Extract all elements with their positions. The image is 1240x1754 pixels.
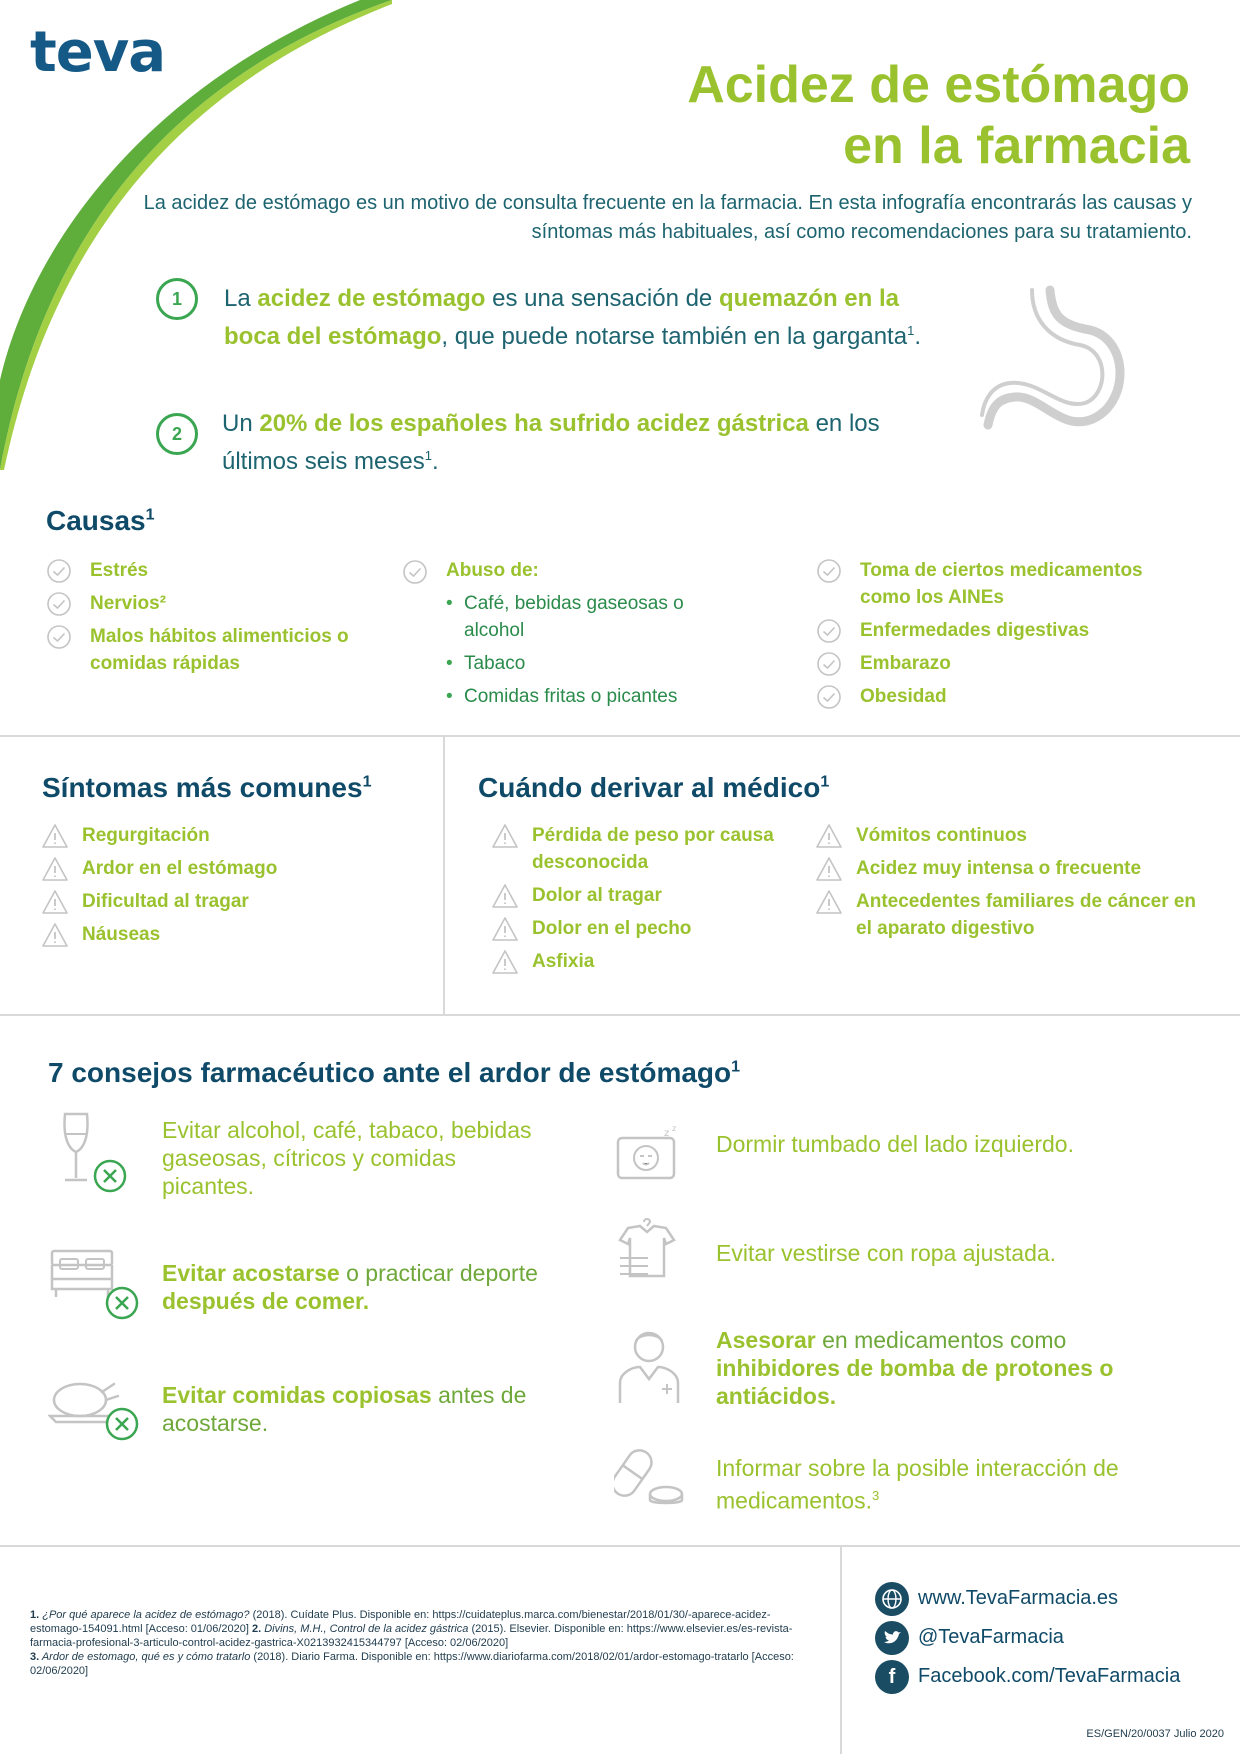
list-item: Dolor en el pecho: [492, 915, 792, 942]
causas-list-3: [816, 557, 1196, 716]
check-circle-icon: [816, 558, 842, 584]
list-item: • Tabaco: [446, 650, 736, 677]
warning-icon: [816, 823, 842, 849]
teva-logo: teva: [30, 20, 166, 85]
list-item: Antecedentes familiares de cáncer en el aparato digestivo: [816, 888, 1216, 942]
list-item: Ardor en el estómago: [42, 855, 422, 882]
pills-icon: [614, 1440, 686, 1510]
warning-icon: [42, 856, 68, 882]
facebook-icon: f: [875, 1660, 909, 1694]
derivar-list-1: [492, 822, 792, 981]
check-circle-icon: [816, 618, 842, 644]
warning-icon: [492, 883, 518, 909]
list-item: • Comidas fritas o picantes: [446, 683, 736, 710]
check-circle-icon: [402, 559, 428, 585]
list-item: Dificultad al tragar: [42, 888, 422, 915]
list-item: Nervios²: [46, 590, 366, 617]
divider: [443, 736, 445, 1014]
tip-7: Informar sobre la posible interacción de medicamentos.$^3$: [716, 1455, 1119, 1514]
website-link[interactable]: www.TevaFarmacia.es: [918, 1587, 1119, 1609]
causas-heading: Causas$^1$: [46, 505, 155, 536]
fact-2-text: Un 20% de los españoles ha sufrido acidez gástrica en los últimos seis meses$^1$.: [222, 410, 880, 475]
facebook-link[interactable]: Facebook.com/TevaFarmacia: [918, 1665, 1181, 1687]
sintomas-heading: Síntomas más comunes$^1$: [42, 772, 372, 803]
tip-6: Asesorar en medicamentos como inhibidores de bomba de protones o antiácidos.: [716, 1327, 1114, 1409]
causas-list-1: [46, 557, 366, 683]
fact-number-1: 1: [156, 278, 198, 320]
list-item: Toma de ciertos medicamentos como los AINEs: [816, 557, 1196, 611]
list-item: Obesidad: [816, 683, 1196, 710]
warning-icon: [816, 856, 842, 882]
roast-chicken-icon: [48, 1370, 144, 1450]
tip-3: Evitar comidas copiosas antes de acostarse.: [162, 1382, 527, 1436]
divider: [0, 1545, 1240, 1547]
fact-number-2: 2: [156, 413, 198, 455]
divider: [0, 1014, 1240, 1016]
tip-5: Evitar vestirse con ropa ajustada.: [716, 1240, 1057, 1266]
check-circle-icon: [816, 651, 842, 677]
tip-2: Evitar acostarse o practicar deporte después de comer.: [162, 1260, 538, 1314]
list-item: • Café, bebidas gaseosas o alcohol: [446, 590, 736, 644]
globe-icon: [875, 1582, 909, 1616]
check-circle-icon: [46, 624, 72, 650]
warning-icon: [42, 823, 68, 849]
tip-4: Dormir tumbado del lado izquierdo.: [716, 1131, 1074, 1157]
wine-glass-icon: [55, 1112, 145, 1194]
check-circle-icon: [46, 558, 72, 584]
derivar-list-2: [816, 822, 1216, 948]
divider: [840, 1546, 842, 1754]
warning-icon: [492, 823, 518, 849]
list-item: Enfermedades digestivas: [816, 617, 1196, 644]
warning-icon: [492, 916, 518, 942]
list-item: Náuseas: [42, 921, 422, 948]
consejos-heading: 7 consejos farmacéutico ante el ardor de estómago$^1$: [48, 1057, 741, 1088]
sleeping-face-icon: [614, 1124, 684, 1186]
divider: [0, 735, 1240, 737]
warning-icon: [492, 949, 518, 975]
twitter-link[interactable]: @TevaFarmacia: [918, 1626, 1064, 1648]
fact-1-text: La acidez de estómago es una sensación de quemazón en la boca del estómago, que puede notarse también en la garganta$^1$.: [224, 285, 921, 350]
list-item: Acidez muy intensa o frecuente: [816, 855, 1216, 882]
warning-icon: [42, 889, 68, 915]
stomach-icon: [980, 285, 1140, 440]
list-item: Malos hábitos alimenticios o comidas rápidas: [46, 623, 366, 677]
twitter-icon: [875, 1621, 909, 1655]
list-item: Estrés: [46, 557, 366, 584]
pharmacist-icon: [614, 1325, 684, 1405]
check-circle-icon: [46, 591, 72, 617]
tip-1: Evitar alcohol, café, tabaco, bebidas gaseosas, cítricos y comidas picantes.: [162, 1117, 532, 1199]
list-item: Embarazo: [816, 650, 1196, 677]
list-item: Pérdida de peso por causa desconocida: [492, 822, 792, 876]
references: 1. ¿Por qué aparece la acidez de estómago? (2018). Cuídate Plus. Disponible en: https://cuidateplus.marca.com/bienestar/2018/01/30/-aparece-acidez-estomago-154091.html [Acceso: 01/06/2020] 2. Divins, M.H., Control de la acidez gástrica (2015). Elsevier. Disponible en: https://www.elsevier.es/es-revista-farmacia-profesional-3-articulo-control-acidez-gastrica-X0213932415344797 [Acceso: 02/06/2020] 3. Ardor de estomago, qué es y cómo tratarlo (2018). Diario Farma. Disponible en: https://www.diariofarma.com/2018/02/01/ardor-estomago-tratarlo [Acceso: 02/06/2020]: [30, 1609, 794, 1677]
list-item: Vómitos continuos: [816, 822, 1216, 849]
list-item: Asfixia: [492, 948, 792, 975]
page-title: Acidez de estómago en la farmacia: [687, 56, 1190, 175]
svg-text:z: z: [672, 1124, 677, 1133]
abuso-list: [446, 590, 736, 716]
bed-icon: [48, 1247, 144, 1327]
folded-clothes-icon: [614, 1218, 684, 1286]
abuso-heading: Abuso de:: [446, 560, 539, 581]
check-circle-icon: [816, 684, 842, 710]
svg-text:z: z: [664, 1128, 670, 1139]
derivar-heading: Cuándo derivar al médico$^1$: [478, 772, 830, 803]
list-item: Dolor al tragar: [492, 882, 792, 909]
document-code: ES/GEN/20/0037 Julio 2020: [1086, 1728, 1224, 1740]
warning-icon: [816, 889, 842, 915]
sintomas-list: [42, 822, 422, 954]
list-item: Regurgitación: [42, 822, 422, 849]
warning-icon: [42, 922, 68, 948]
intro-text: La acidez de estómago es un motivo de consulta frecuente en la farmacia. En esta infografía encontrarás las causas y síntomas más habituales, así como recomendaciones para su tratamiento.: [143, 192, 1192, 243]
